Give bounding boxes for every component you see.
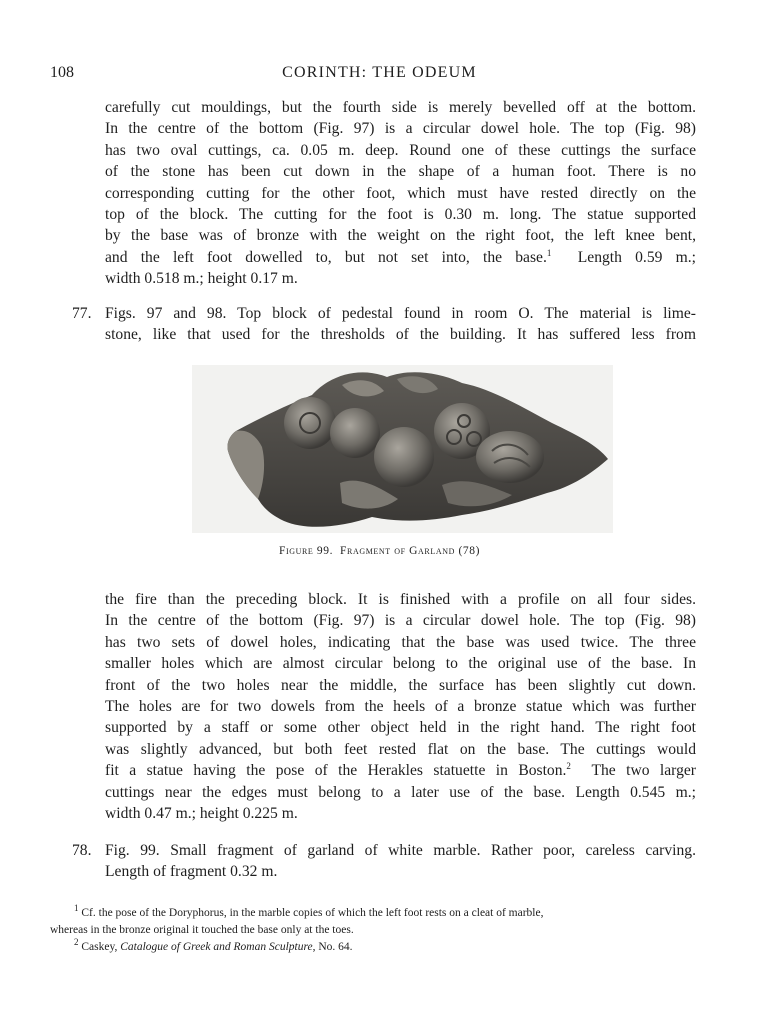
item-number-78: 78.	[72, 842, 92, 859]
footnote-1-continuation: whereas in the bronze original it touched the base only at the toes.	[50, 924, 354, 936]
text-line: Figs. 97 and 98. Top block of pedestal found in room O. The material is lime-	[105, 305, 696, 322]
text-line	[105, 247, 696, 268]
figure-caption	[0, 545, 759, 557]
text-line: the fire than the preceding block. It is finished with a profile on all four sides.	[105, 591, 696, 608]
text-line: smaller holes which are almost circular belong to the original use of the base. In	[105, 655, 696, 673]
text-line: by the base was of bronze with the weight on the right foot, the left knee bent,	[105, 227, 696, 245]
page-number: 108	[50, 64, 74, 81]
text-line: In the centre of the bottom (Fig. 97) is a circular dowel hole. The top (Fig. 98)	[105, 120, 696, 138]
text-line: Length of fragment 0.32 m.	[105, 863, 278, 881]
intro-paragraph	[105, 97, 696, 290]
text-line: In the centre of the bottom (Fig. 97) is a circular dowel hole. The top (Fig. 98)	[105, 612, 696, 630]
footnote-book-title: Catalogue of Greek and Roman Sculpture	[120, 941, 313, 953]
text-line: has two sets of dowel holes, indicating that the base was used twice. The three	[105, 633, 696, 651]
garland-fragment-image	[192, 365, 613, 533]
figure-99-photo	[192, 365, 613, 533]
text-line: has two oval cuttings, ca. 0.05 m. deep. Round one of these cuttings the surface	[105, 141, 696, 159]
text-line: was slightly advanced, but both feet rested flat on the base. The cuttings would	[105, 740, 696, 758]
text-line: width 0.518 m.; height 0.17 m.	[105, 270, 298, 288]
footnote-1	[50, 905, 695, 922]
text-fragment: Length 0.59 m.;	[551, 248, 696, 266]
item-77-paragraph	[105, 303, 696, 346]
text-line: top of the block. The cutting for the foot is 0.30 m. long. The statue supported	[105, 206, 696, 224]
figure-label: Figure 99.	[278, 545, 334, 557]
footnote-text: Cf. the pose of the Doryphorus, in the marble copies of which the left foot rests on a cleat of marble,	[78, 907, 544, 919]
text-line: width 0.47 m.; height 0.225 m.	[105, 805, 298, 823]
footnote-mark: 2	[74, 937, 79, 948]
text-line: The holes are for two dowels from the heels of a bronze statue which was further	[105, 698, 696, 716]
text-line: front of the two holes near the middle, the surface has been slightly cut down.	[105, 676, 696, 694]
footnotes	[50, 905, 695, 956]
text-line: cuttings near the edges must belong to a later use of the base. Length 0.545 m.;	[105, 783, 696, 801]
footnote-mark: 1	[74, 903, 79, 914]
item-78-paragraph	[105, 840, 696, 883]
text-line: of the stone has been cut down in the shape of a human foot. There is no	[105, 163, 696, 181]
footnote-ref-2[interactable]: 2	[566, 761, 571, 772]
text-line: corresponding cutting for the other foot, which must have rested directly on the	[105, 184, 696, 202]
item-77-continuation	[105, 589, 696, 824]
running-title: CORINTH: THE ODEUM	[282, 64, 477, 81]
footnote-text: , No. 64.	[312, 941, 353, 953]
footnote-author: Caskey,	[78, 941, 121, 953]
text-line	[105, 760, 696, 781]
text-fragment: fit a statue having the pose of the Herakles statuette in Boston.	[105, 762, 567, 780]
text-fragment: and the left foot dowelled to, but not set into, the base.	[105, 248, 547, 266]
text-line: stone, like that used for the thresholds of the building. It has suffered less from	[105, 326, 696, 344]
text-line: Fig. 99. Small fragment of garland of white marble. Rather poor, careless carving.	[105, 842, 696, 859]
text-fragment: The two larger	[570, 762, 696, 780]
figure-caption-text: Fragment of Garland (78)	[340, 545, 481, 557]
footnote-2	[50, 939, 695, 956]
text-line: carefully cut mouldings, but the fourth side is merely bevelled off at the bottom.	[105, 99, 696, 116]
item-number-77: 77.	[72, 305, 92, 322]
footnote-ref-1[interactable]: 1	[546, 247, 552, 258]
text-line: supported by a staff or some other object held in the right hand. The right foot	[105, 719, 696, 737]
